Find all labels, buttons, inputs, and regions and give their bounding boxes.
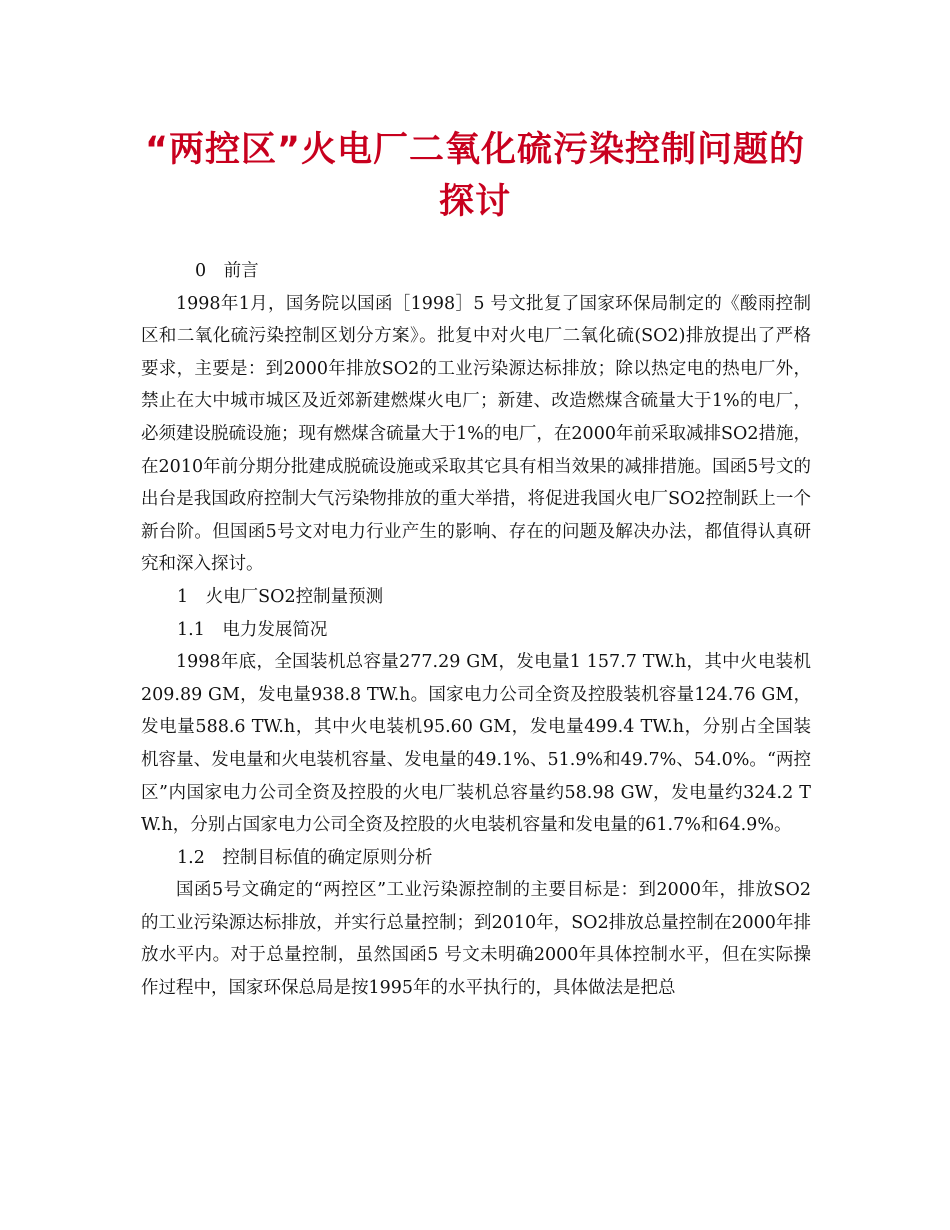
subsection-heading-1-2: 1.2 控制目标值的确定原则分析 [177,847,433,868]
section-heading-preface: 0 前言 [195,261,259,281]
paragraph-control-target: 国函5号文确定的“两控区”工业污染源控制的主要目标是：到2000年，排放SO2的工业污染源达标排放，并实行总量控制；到2010年，SO2排放总量控制在2000年排放水平内。对于总量控制，虽然国函5 号文未明确2000年具体控制水平，但在实际操作过程中，国家环保总局是按1995年的水平执行的，具体做法是把总 [141,880,811,999]
section-heading-1: 1 火电厂SO2控制量预测 [177,586,384,607]
paragraph-preface: 1998年1月，国务院以国函［1998］5 号文批复了国家环保局制定的《酸雨控制区和二氧化硫污染控制区划分方案》。批复中对火电厂二氧化硫(SO2)排放提出了严格要求，主要是：到2000年排放SO2的工业污染源达标排放；除以热定电的热电厂外，禁止在大中城市城区及近郊新建燃煤火电厂；新建、改造燃煤含硫量大于1%的电厂，必须建设脱硫设施；现有燃煤含硫量大于1%的电厂，在2000年前采取减排SO2措施，在2010年前分期分批建成脱硫设施或采取其它具有相当效果的减排措施。国函5号文的出台是我国政府控制大气污染物排放的重大举措，将促进我国火电厂SO2控制跃上一个新台阶。但国函5号文对电力行业产生的影响、存在的问题及解决办法，都值得认真研究和深入探讨。 [141,293,811,575]
title-line-2: 探讨 [438,182,511,222]
paragraph-power-development: 1998年底，全国装机总容量277.29 GM，发电量1 157.7 TW.h，其中火电装机209.89 GM，发电量938.8 TW.h。国家电力公司全资及控股装机容量124.76 GM，发电量588.6 TW.h，其中火电装机95.60 GM，发电量499.4 TW.h，分别占全国装机容量、发电量和火电装机容量、发电量的49.1%、51.9%和49.7%、54.0%。“两控区”内国家电力公司全资及控股的火电厂装机总容量约58.98 GW，发电量约324.2 TW.h，分别占国家电力公司全资及控股的火电装机容量和发电量的61.7%和64.9%。 [141,652,811,836]
title-line-1: “两控区”火电厂二氧化硫污染控制问题的 [144,130,805,170]
document-body [141,255,811,1005]
subsection-heading-1-1: 1.1 电力发展简况 [177,619,328,640]
document-title [100,124,850,228]
